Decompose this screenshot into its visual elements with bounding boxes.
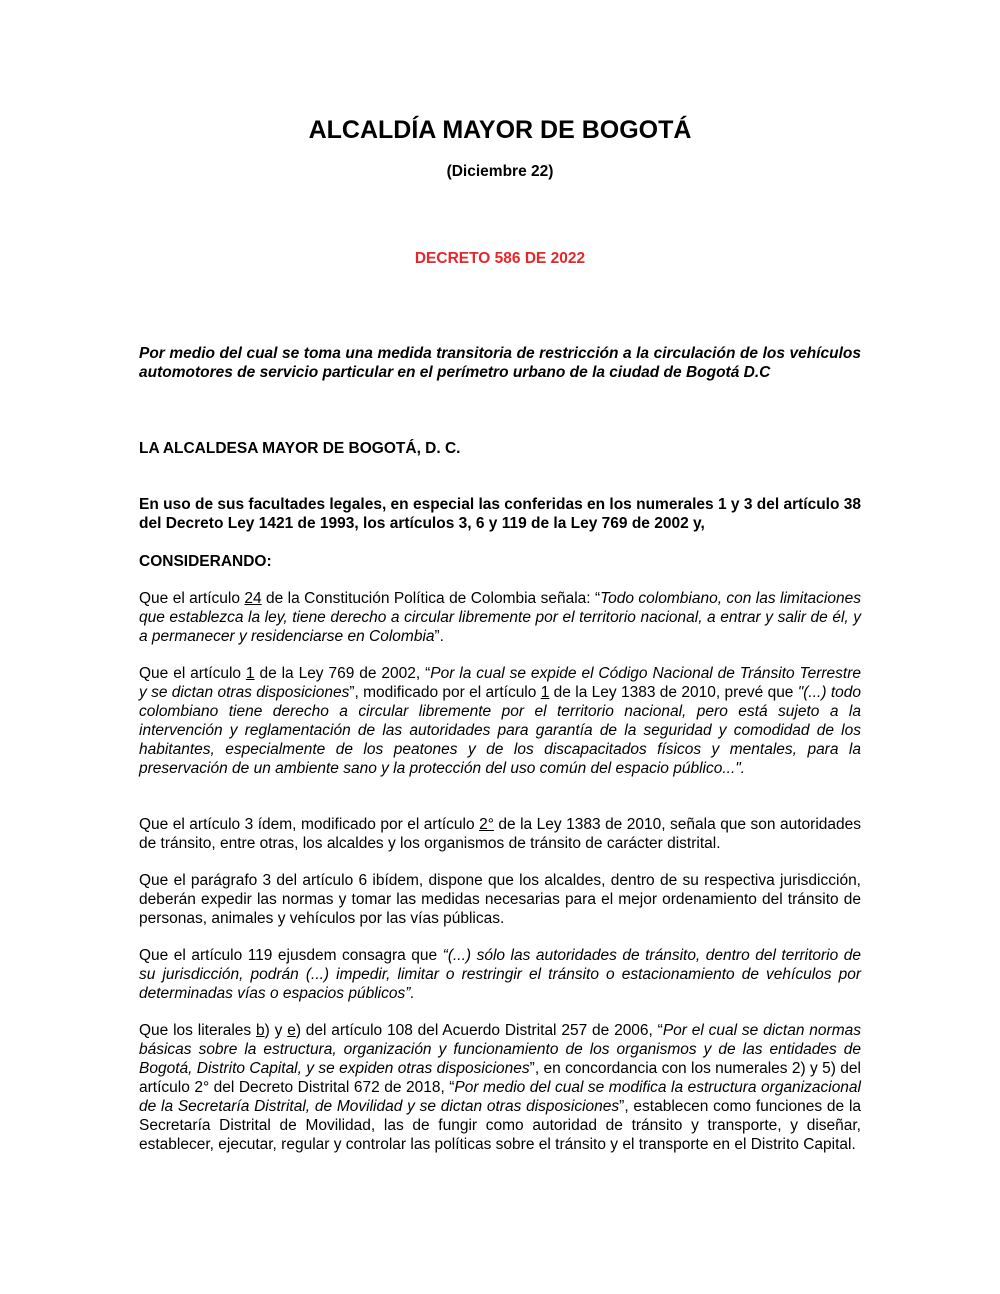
law-title: Por la cual se expide el Código Nacional de Tránsito Terrestre y se dictan otras disposiciones <box>139 665 862 701</box>
text: de la Ley 769 de 2002, “ <box>254 665 431 682</box>
text: ) y <box>264 1022 288 1039</box>
decree-summary: Por medio del cual se toma una medida transitoria de restricción a la circulación de los vehículos automotores de servicio particular en el perímetro urbano de la ciudad de Bogotá D.C <box>139 345 861 381</box>
article-link[interactable]: 1 <box>540 684 550 701</box>
article-link[interactable]: b <box>256 1022 265 1039</box>
decree-number: DECRETO 586 DE 2022 <box>414 250 586 267</box>
agreement-title: Por el cual se dictan normas básicas sobre la estructura, organización y funcionamiento de los organismos y de las entidades de Bogotá, Distrito Capital, y se expiden otras disposiciones <box>139 1022 861 1077</box>
paragraph-1 <box>139 589 861 646</box>
paragraph-6 <box>139 1021 861 1154</box>
text: ”, en concordancia con los numerales 2) y 5) del artículo 2° del Decreto Distrital 672 de 2018, “ <box>139 1060 861 1096</box>
text: Que el artículo 3 ídem, modificado por el artículo <box>139 816 480 833</box>
paragraph-2 <box>139 664 861 778</box>
paragraph-4: Que el parágrafo 3 del artículo 6 ibídem, dispone que los alcaldes, dentro de su respectiva jurisdicción, deberán expedir las normas y tomar las medidas necesarias para el mejor ordenamiento del tránsito de personas, animales y vehículos por las vías públicas. <box>139 872 861 927</box>
text: Que el artículo <box>139 665 246 682</box>
issuing-authority: LA ALCALDESA MAYOR DE BOGOTÁ, D. C. <box>139 440 461 457</box>
text: Que el artículo <box>139 590 245 607</box>
article-link[interactable]: e <box>287 1022 296 1039</box>
text: de la Ley 1383 de 2010, señala que son autoridades de tránsito, entre otras, los alcaldes y los organismos de tránsito de carácter distrital. <box>139 816 861 852</box>
paragraph-5 <box>139 946 861 1003</box>
legal-powers: En uso de sus facultades legales, en especial las conferidas en los numerales 1 y 3 del artículo 38 del Decreto Ley 1421 de 1993, los artículos 3, 6 y 119 de la Ley 769 de 2002 y, <box>139 496 861 532</box>
considering-heading: CONSIDERANDO: <box>139 553 272 570</box>
article-link[interactable]: 1 <box>245 665 255 682</box>
decree-title: Por medio del cual se modifica la estructura organizacional de la Secretaría Distrital, de Movilidad y se dictan otras disposiciones <box>139 1079 861 1115</box>
text: ) del artículo 108 del Acuerdo Distrital 257 de 2006, “ <box>295 1022 663 1039</box>
document-date: (Diciembre 22) <box>446 163 554 180</box>
quote: Todo colombiano, con las limitaciones que establezca la ley, tiene derecho a circular libremente por el territorio nacional, a entrar y salir de él, y a permanecer y residenciarse en Colombia <box>139 590 861 645</box>
paragraph-3 <box>139 815 861 853</box>
quote: “(...) sólo las autoridades de tránsito, dentro del territorio de su jurisdicción, podrán (...) impedir, limitar o restringir el tránsito o estacionamiento de vehículos por determinadas vías o espacios públicos”. <box>139 947 861 1002</box>
text: ”. <box>434 628 444 645</box>
article-link[interactable]: 24 <box>244 590 262 607</box>
text: Que los literales <box>139 1022 256 1039</box>
text: de la Constitución Política de Colombia señala: “ <box>261 590 601 607</box>
text: de la Ley 1383 de 2010, prevé que <box>549 684 798 701</box>
text: ”, modificado por el artículo <box>349 684 541 701</box>
article-link[interactable]: 2° <box>479 816 494 833</box>
quote: "(...) todo colombiano tiene derecho a circular libremente por el territorio nacional, pero está sujeto a la intervención y reglamentación de las autoridades para garantía de la seguridad y comodidad de los habitantes, especialmente de los peatones y de los discapacitados físicos y mentales, para la preservación de un ambiente sano y la protección del uso común del espacio público...". <box>139 684 862 777</box>
text: Que el artículo 119 ejusdem consagra que <box>139 947 443 964</box>
document-title: ALCALDÍA MAYOR DE BOGOTÁ <box>308 116 692 144</box>
text: ”, establecen como funciones de la Secretaría Distrital de Movilidad, las de fungir como autoridad de tránsito y transporte, y diseñar, establecer, ejecutar, regular y controlar las políticas sobre el tránsito y el transporte en el Distrito Capital. <box>139 1098 862 1153</box>
